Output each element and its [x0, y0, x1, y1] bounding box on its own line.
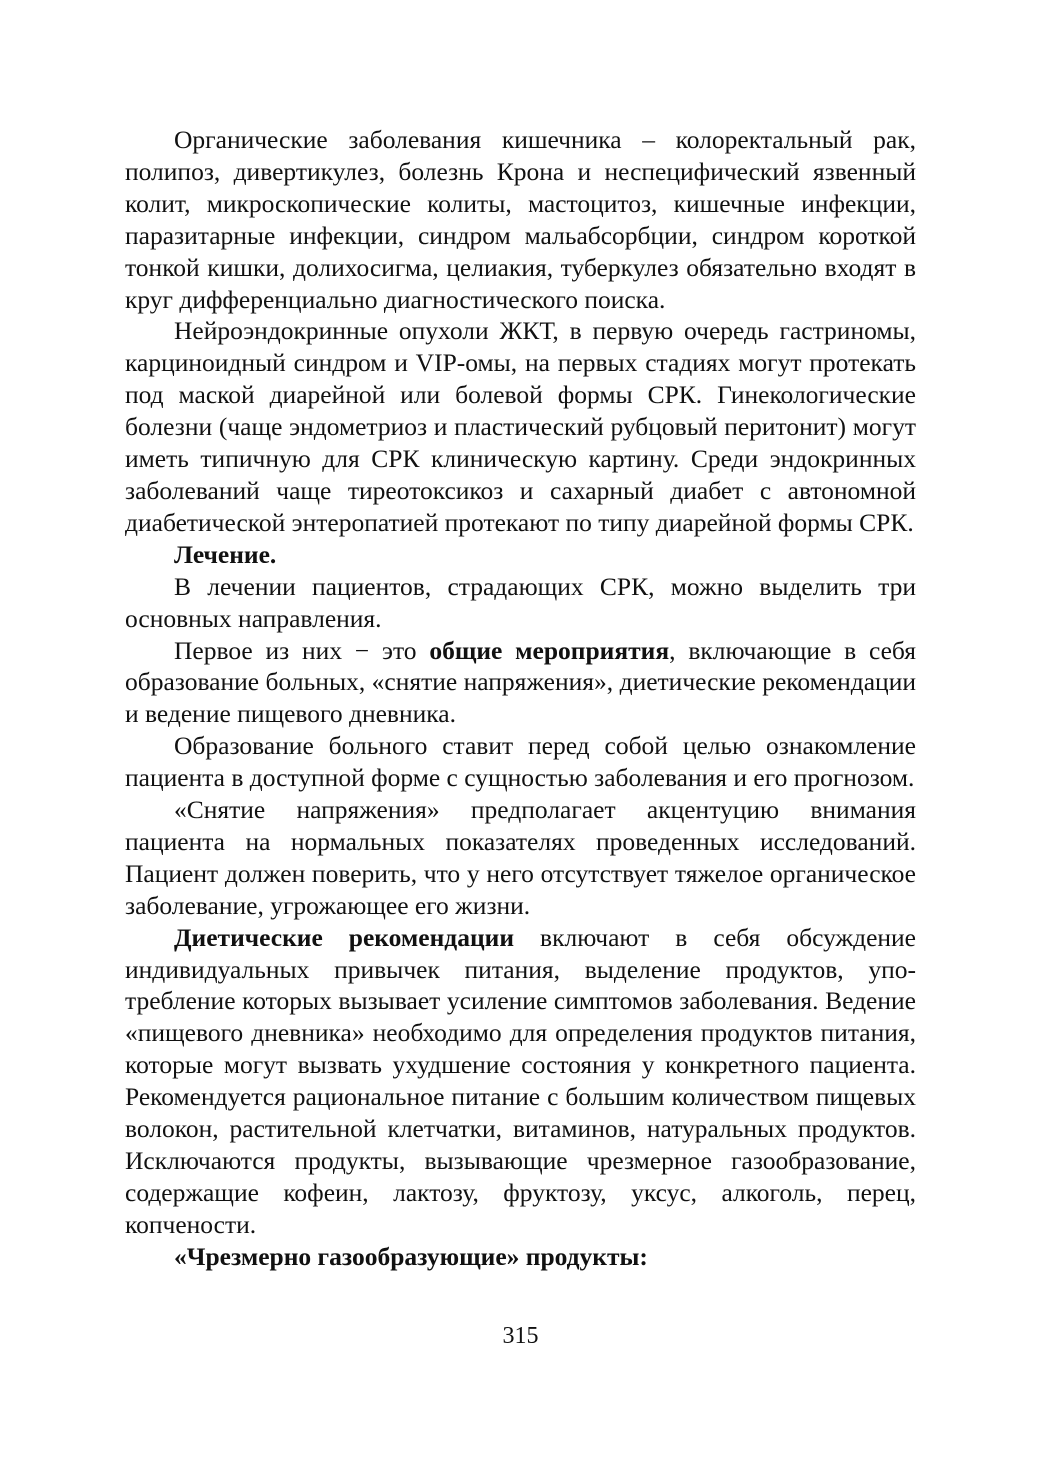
- section-heading-gas-forming-products: «Чрезмерно газообразующие» продукты:: [174, 1241, 648, 1271]
- text-run: включают в себя обсуждение индивидуальных привычек питания, выделение продуктов, употребление которых вызывает усиление симптомов заболевания. Ведение «пищевого дневника» необходимо для определения продуктов питания, которые могут вызвать ухудшение состояния у конкретного пациента. Рекомендуется рациональное питание с большим количеством пищевых волокон, растительной клетчатки, витаминов, натуральных продуктов. Исключаются продукты, вызывающие чрезмерное газообразование, содержащие кофеин, лактозу, фруктозу, уксус, алкоголь, перец, копчености.: [125, 922, 917, 1239]
- paragraph-organic-diseases: Органические заболевания кишечника – колоректальный рак, полипоз, дивертикулез, болезнь Крона и неспецифический язвенный колит, микроскопические колиты, мастоцитоз, кишечные инфекции, паразитарные инфекции, синдром мальабсорбции, синдром короткой тонкой кишки, долихосигма, целиакия, туберкулез обязательно входят в круг дифференциально диагностического поиска.: [125, 125, 916, 314]
- text-run: , включающие в себя образование больных, «снятие напряжения», диетические рекомендации и ведение пищевого дневника.: [125, 635, 916, 729]
- bold-term-general-measures: общие мероприятия: [429, 635, 670, 665]
- paragraph-diet-recommendations: [125, 922, 916, 1241]
- section-heading-treatment: Лечение.: [174, 539, 277, 569]
- paragraph-patient-education: Образование больного ставит перед собой целью ознакомление пациента в доступной форме с сущностью заболевания и его прогнозом.: [125, 731, 916, 793]
- bold-term-diet-recommendations: Диетические рекомендации: [174, 922, 515, 952]
- paragraph-treatment-directions: В лечении пациентов, страдающих СРК, можно выделить три основных направления.: [125, 571, 916, 633]
- paragraph-neuroendocrine-tumors: Нейроэндокринные опухоли ЖКТ, в первую очередь гастриномы, карциноидный синдром и VIP-омы, на первых стадиях могут протекать под маской диарейной или болевой формы СРК. Гинекологические болезни (чаще эндометриоз и пластический рубцовый перитонит) могут иметь типичную для СРК клиническую картину. Среди эндокринных заболеваний чаще тиреотоксикоз и сахарный диабет с автономной диабетической энтеропатией протекают по типу диарейной формы СРК.: [125, 316, 916, 537]
- paragraph-stress-relief: «Снятие напряжения» предполагает акцентуцию внимания пациента на нормальных показателях проведенных исследований. Пациент должен поверить, что у него отсутствует тяжелое органическое заболевание, угрожающее его жизни.: [125, 795, 916, 920]
- text-run: Первое из них − это: [174, 635, 430, 665]
- paragraph-general-measures: [125, 635, 916, 731]
- page-number: 315: [502, 1323, 539, 1349]
- page-body: [125, 124, 916, 1273]
